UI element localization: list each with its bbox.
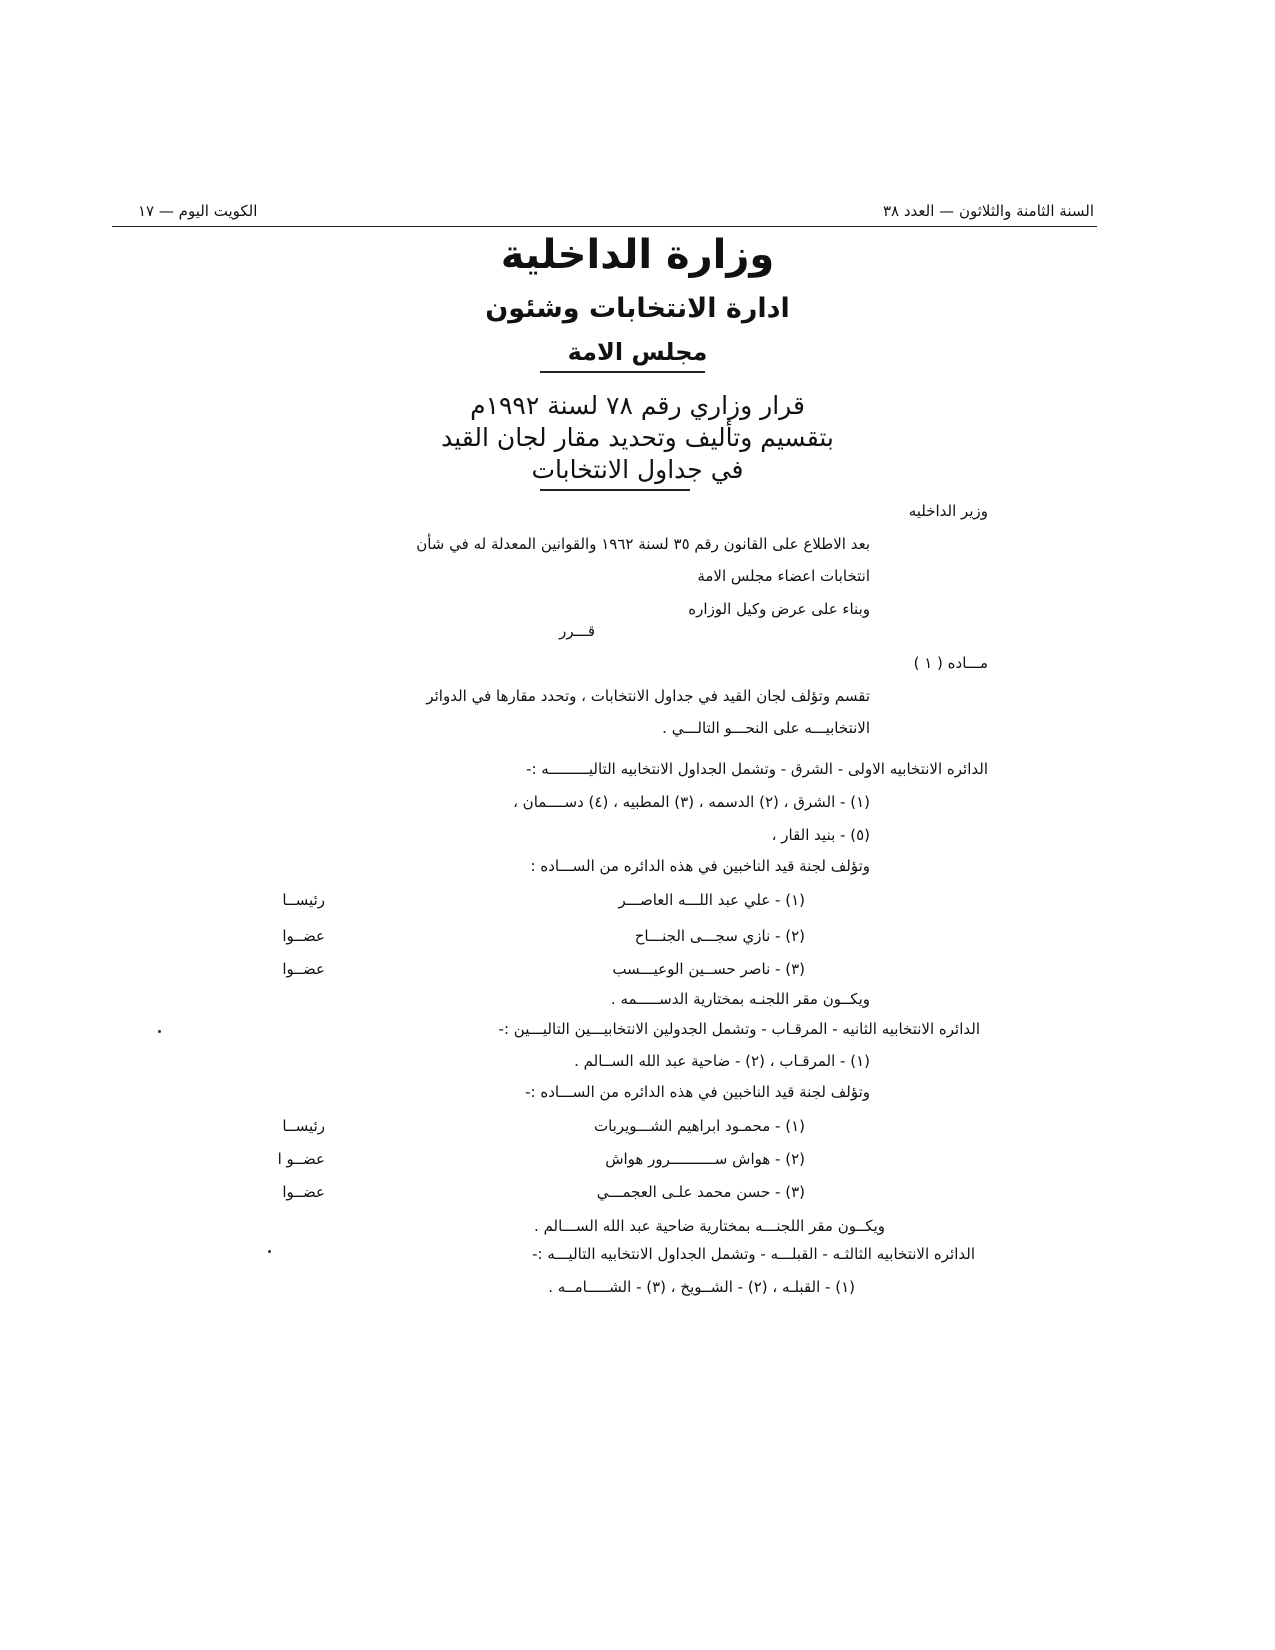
district-2-member-3-name: (٣) - حسن محمد علـى العجمـــي: [596, 1183, 805, 1201]
district-2-heading: الدائره الانتخابيه الثانيه - المرقـاب - وتشمل الجدولين الانتخابيـــين التاليـــين :-: [498, 1020, 980, 1038]
preamble-paragraph-2: وبناء على عرض وكيل الوزاره: [688, 600, 870, 618]
district-2-member-3-role: عضــوا: [282, 1183, 325, 1201]
district-2-member-1-role: رئيســا: [282, 1117, 325, 1135]
scan-speck: [268, 1250, 271, 1253]
district-1-member-2-name: (٢) - نازي سجـــى الجنـــاح: [634, 927, 805, 945]
article-1-text-b: الانتخابيـــه على النحـــو التالـــي .: [662, 719, 870, 737]
district-2-member-2-role: عضــو ا: [277, 1150, 325, 1168]
article-1-heading: مـــاده ( ١ ): [913, 654, 988, 672]
district-1-member-3-role: عضــوا: [282, 960, 325, 978]
district-2-areas: (١) - المرقـاب ، (٢) - ضاحية عبد الله الســالم .: [574, 1052, 870, 1070]
district-1-member-1-name: (١) - علي عبد اللـــه العاصـــر: [618, 891, 805, 909]
ornament-divider-top: [540, 371, 705, 373]
district-2-seat: ويكــون مقر اللجنـــه بمختارية ضاحية عبد الله الســـالم .: [534, 1217, 885, 1235]
scan-speck: [158, 1030, 161, 1033]
district-1-heading: الدائره الانتخابيه الاولى - الشرق - وتشمل الجداول الانتخابيه التاليـــــــــه :-: [526, 760, 988, 778]
district-1-member-1-role: رئيســا: [282, 891, 325, 909]
district-2-committee-intro: وتؤلف لجنة قيد الناخبين في هذه الدائره من الســـاده :-: [525, 1083, 870, 1101]
department-title: ادارة الانتخابات وشئون: [485, 293, 790, 324]
district-1-seat: ويكــون مقر اللجنـه بمختارية الدســـــمه .: [610, 990, 870, 1008]
decree-title: [0, 390, 1275, 485]
decree-line-1: قرار وزاري رقم ٧٨ لسنة ١٩٩٢م: [470, 391, 805, 420]
district-1-committee-intro: وتؤلف لجنة قيد الناخبين في هذه الدائره من الســـاده :: [530, 857, 870, 875]
district-2-member-1-name: (١) - محمـود ابراهيم الشـــويربات: [593, 1117, 805, 1135]
district-1-member-2-role: عضــوا: [282, 927, 325, 945]
district-3-areas: (١) - القبلـه ، (٢) - الشــويخ ، (٣) - الشـــــامــه .: [548, 1278, 855, 1296]
decree-line-2: بتقسيم وتأليف وتحديد مقار لجان القيد: [441, 422, 834, 452]
ornament-divider-bottom: [540, 489, 690, 491]
district-2-member-2-name: (٢) - هواش ســــــــــرور هواش: [605, 1150, 805, 1168]
preamble-paragraph-1a: بعد الاطلاع على القانون رقم ٣٥ لسنة ١٩٦٢ والقوانين المعدلة له في شأن: [416, 535, 870, 553]
preamble-paragraph-1b: انتخابات اعضاء مجلس الامة: [697, 567, 870, 585]
council-title: مجلس الامة: [567, 338, 708, 366]
issue-header: السنة الثامنة والثلاثون — العدد ٣٨: [882, 202, 1094, 220]
district-1-areas-a: (١) - الشرق ، (٢) الدسمه ، (٣) المطبيه ، (٤) دســــمان ،: [513, 793, 870, 811]
district-1-areas-b: (٥) - بنيد القار ،: [771, 826, 870, 844]
article-1-text-a: تقسم وتؤلف لجان القيد في جداول الانتخابات ، وتحدد مقارها في الدوائر: [426, 687, 870, 705]
minister-line: وزير الداخليه: [908, 502, 988, 520]
page-number-header: الكويت اليوم — ١٧: [138, 202, 258, 220]
decides-word: قـــرر: [559, 622, 595, 640]
ministry-title: وزارة الداخلية: [500, 232, 775, 278]
decree-line-3: في جداول الانتخابات: [531, 454, 744, 484]
header-rule: [112, 226, 1097, 227]
district-3-heading: الدائره الانتخابيه الثالثـه - القبلـــه - وتشمل الجداول الانتخابيه التاليـــه :-: [532, 1245, 975, 1263]
district-1-member-3-name: (٣) - ناصر حســين الوعيـــسب: [612, 960, 805, 978]
